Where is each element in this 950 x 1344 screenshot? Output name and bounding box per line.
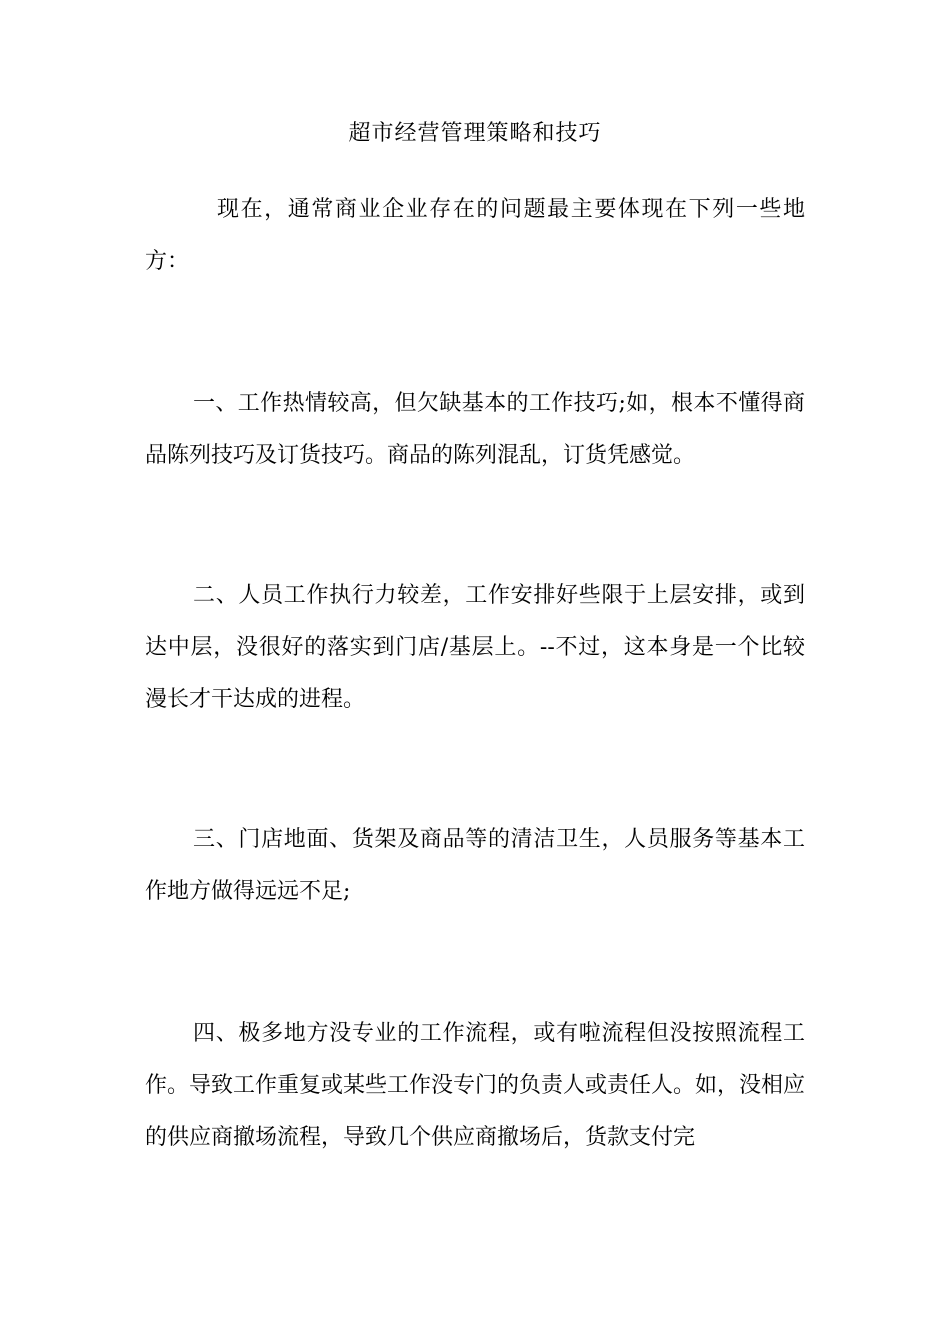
paragraph-2: 二、人员工作执行力较差，工作安排好些限于上层安排，或到达中层，没很好的落实到门店/基层上。--不过，这本身是一个比较漫长才干达成的进程。 bbox=[145, 583, 805, 712]
paragraph-1: 一、工作热情较高，但欠缺基本的工作技巧;如，根本不懂得商品陈列技巧及订货技巧。商品的陈列混乱，订货凭感觉。 bbox=[145, 391, 805, 468]
paragraph-4: 四、极多地方没专业的工作流程，或有啦流程但没按照流程工作。导致工作重复或某些工作没专门的负责人或责任人。如，没相应的供应商撤场流程，导致几个供应商撤场后，货款支付完 bbox=[145, 1021, 806, 1150]
intro-paragraph: 现在，通常商业企业存在的问题最主要体现在下列一些地方： bbox=[145, 197, 805, 274]
document-title: 超市经营管理策略和技巧 bbox=[348, 121, 602, 146]
paragraph-3: 三、门店地面、货架及商品等的清洁卫生，人员服务等基本工作地方做得远远不足; bbox=[145, 827, 805, 904]
